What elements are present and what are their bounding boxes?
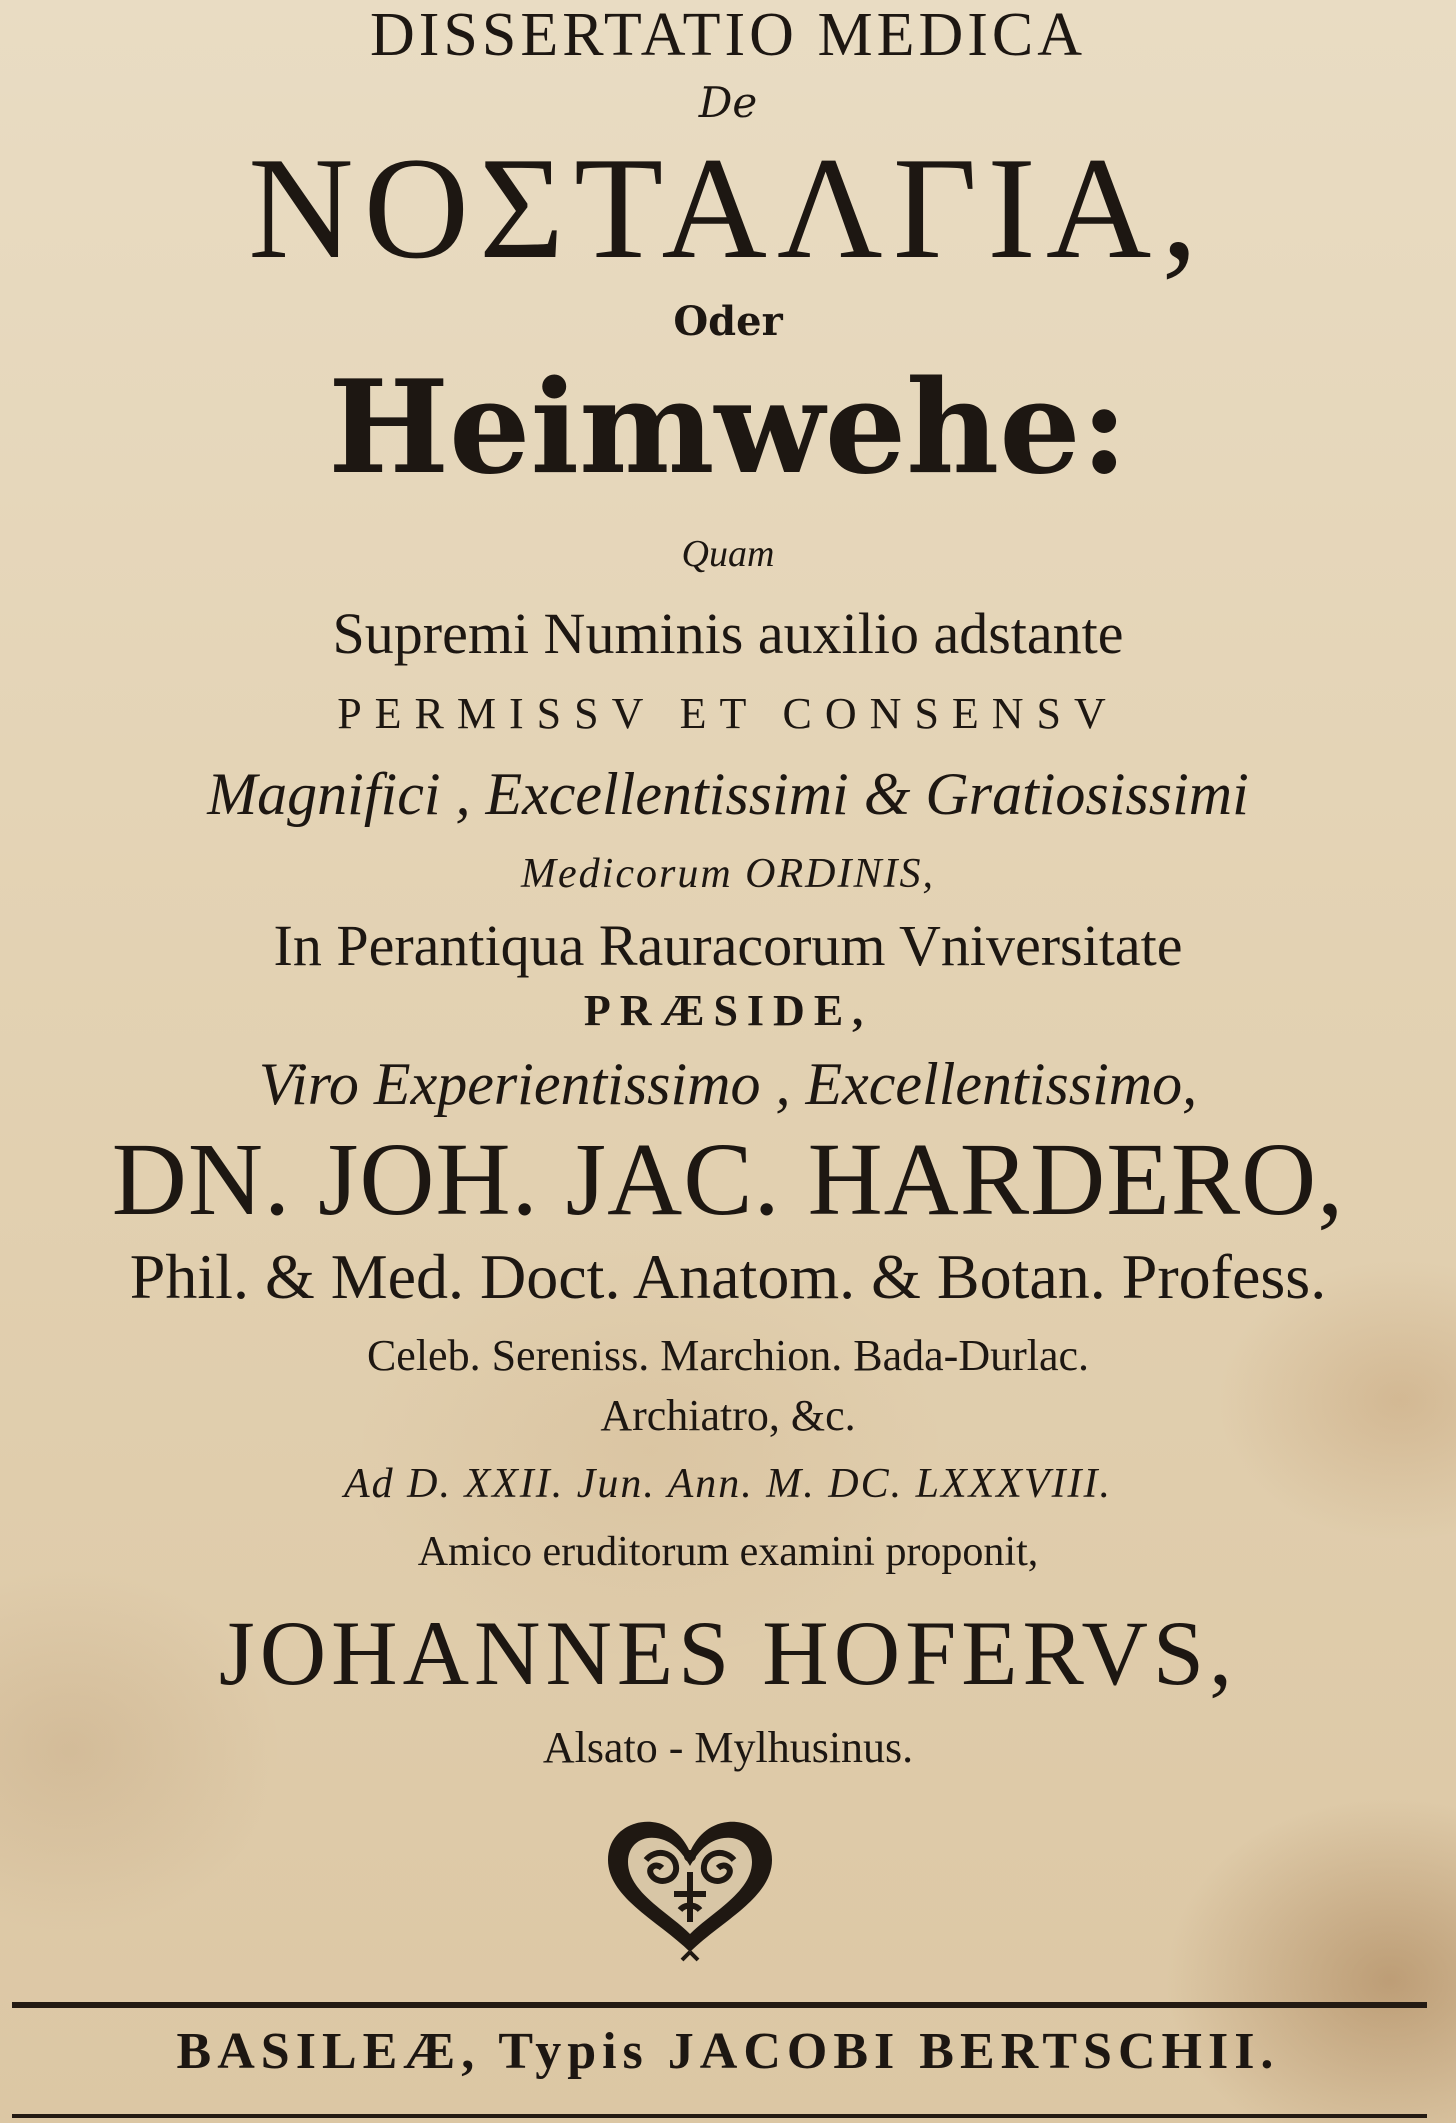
- celeb-line: Celeb. Sereniss. Marchion. Bada-Durlac.: [366, 1331, 1090, 1380]
- quam-line: Quam: [681, 533, 775, 575]
- de-line: De: [698, 78, 758, 127]
- german-title: Heimwehe:: [328, 353, 1128, 503]
- imprint-bottom-rule: [12, 2114, 1427, 2118]
- ornament-icon: [590, 1812, 790, 1962]
- medicorum-line: Medicorum ORDINIS,: [521, 851, 935, 897]
- magnifici-line: Magnifici , Excellentissimi & Gratiosissimi: [207, 761, 1249, 827]
- praeside-line: PRÆSIDE,: [583, 986, 873, 1035]
- permissu-line: PERMISSV ET CONSENSV: [337, 689, 1119, 738]
- praeses-name: DN. JOH. JAC. HARDERO,: [111, 1122, 1345, 1237]
- praeses-titles: Phil. & Med. Doct. Anatom. & Botan. Profess.: [129, 1241, 1327, 1312]
- supremi-line: Supremi Numinis auxilio adstante: [332, 601, 1124, 666]
- oder-line: Oder: [673, 298, 783, 345]
- archiatro-line: Archiatro, &c.: [600, 1391, 856, 1440]
- perantiqua-line: In Perantiqua Rauracorum Vniversitate: [273, 913, 1183, 978]
- imprint-line: BASILEÆ, Typis JACOBI BERTSCHII.: [176, 2023, 1280, 2080]
- imprint-top-rule: [12, 2002, 1427, 2008]
- dissertation-heading: DISSERTATIO MEDICA: [369, 1, 1087, 69]
- date-line: Ad D. XXII. Jun. Ann. M. DC. LXXXVIII.: [343, 1461, 1113, 1507]
- viro-line: Viro Experientissimo , Excellentissimo,: [258, 1051, 1198, 1117]
- greek-title: ΝΟΣΤΑΛΓΙΑ,: [248, 127, 1208, 289]
- author-name: JOHANNES HOFERVS,: [218, 1602, 1238, 1704]
- amico-line: Amico eruditorum examini proponit,: [417, 1529, 1039, 1575]
- author-origin: Alsato - Mylhusinus.: [542, 1723, 914, 1772]
